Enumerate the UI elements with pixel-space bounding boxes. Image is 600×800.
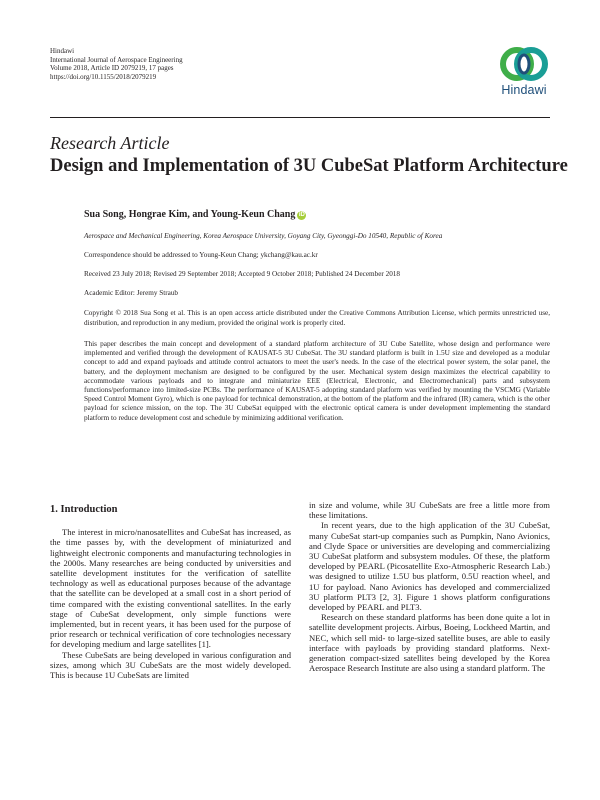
publisher-name: Hindawi [50,47,75,55]
hindawi-logo [496,45,552,103]
author-list [84,209,306,220]
abstract: This paper describes the main concept and development of a standard platform architecture of 3U Cube Satellite, whose design and performance were implemented and verified through the development of KAUSAT-5 3U CubeSat. The 3U standard platform is built in 1.5U size and developed as a modular concept to add and expand payloads and attitude control actuators to meet the user's needs. In the case of the electrical power system, the solar panel, the battery, and the deployment mechanism are designed to be configured by the user. Mechanical system design maximizes the electrical capability to accommodate various payloads and to integrate and miniaturize EEE (Electrical, Electronic, and Electromechanical) parts and subsystem functions/performance into limited-size PCBs. The performance of KAUSAT-5 adopting standard platform was verified by mounting the VSCMG (Variable Speed Control Moment Gyro), which is one payload for technical demonstration, at the bottom of the platform and the infrared (IR) camera, which is the other payload for science mission, on the top. The 3U CubeSat equipped with the electronic optical camera is under development implementing the standard platform to reduce development cost and schedule by minimizing additional verification. [84,339,550,422]
doi-link[interactable]: https://doi.org/10.1155/2018/2079219 [50,72,157,81]
article-title: Design and Implementation of 3U CubeSat Platform Architecture [50,156,568,176]
paragraph: These CubeSats are being developed in various configuration and sizes, among which 3U CubeSats are the most widely developed. This is because 1U CubeSats are limited [50,649,291,681]
paragraph: In recent years, due to the high application of the 3U CubeSat, many CubeSat start-up companies such as Pumpkin, Nano Avionics, and Clyde Space or universities are developing and commercializing 3U CubeSat platform and subsystem modules. Of these, the platform developed by PEARL (Picosatellite Exo-Atmospheric Research Lab.) was designed to utilize 1.5U bus platform, 0.5U reaction wheel, and 1U for payload. Nano Avionics has developed and commercialized 3U platform PLT3 [2, 3]. Figure 1 shows platform configurations developed by PEARL and PLT3. [309,520,550,613]
correspondence: Correspondence should be addressed to Young-Keun Chang; ykchang@kau.ac.kr [84,251,318,259]
publication-dates: Received 23 July 2018; Revised 29 September 2018; Accepted 9 October 2018; Published 24 December 2018 [84,270,400,278]
paragraph: The interest in micro/nanosatellites and CubeSat has increased, as the time passes by, with the development of miniaturized and lightweight electronic components and manufacturing technologies in the 2000s. Many researches are being conducted by universities and satellite development institutes for the verification of satellite technology as well as educational purposes because of the advantage that the satellite can be developed at a small cost in a short period of time compared with the existing conventional satellites. In the early stage of CubeSat development, only simple functions were implemented, but in recent years, it has been used for the purpose of prior research or technical verification of core technologies necessary for developing medium and large satellites [1]. [50,527,291,650]
section-heading: 1. Introduction [50,504,118,515]
paragraph: Research on these standard platforms has been done quite a lot in satellite development projects. Airbus, Boeing, Lockheed Martin, and NEC, which sell mid- to large-sized satellite buses, are able to easily interface with payloads by providing standard platforms. Next-generation compact-sized satellites being developed by the Korea Aerospace Research Institute are also using a standard platform. The [309,612,550,674]
journal-info [50,47,183,81]
header-rule [50,117,550,118]
copyright-notice: Copyright © 2018 Sua Song et al. This is an open access article distributed under the Creative Commons Attribution License, which permits unrestricted use, distribution, and reproduction in any medium, provided the original work is properly cited. [84,309,550,327]
hindawi-logo-icon [499,45,549,83]
body-column-left [50,505,291,680]
paragraph: in size and volume, while 3U CubeSats are free a little more from these limitations. [309,500,550,521]
article-type: Research Article [50,133,170,153]
logo-text: Hindawi [501,83,547,97]
authors-text: Sua Song, Hongrae Kim, and Young-Keun Chang [84,209,296,220]
orcid-icon[interactable]: iD [298,212,305,218]
academic-editor: Academic Editor: Jeremy Straub [84,289,179,297]
volume-info: Volume 2018, Article ID 2079219, 17 pages [50,64,174,73]
body-column-right [309,500,550,673]
affiliation: Aerospace and Mechanical Engineering, Korea Aerospace University, Goyang City, Gyeonggi-Do 10540, Republic of Korea [84,232,443,240]
journal-name: International Journal of Aerospace Engineering [50,55,183,64]
